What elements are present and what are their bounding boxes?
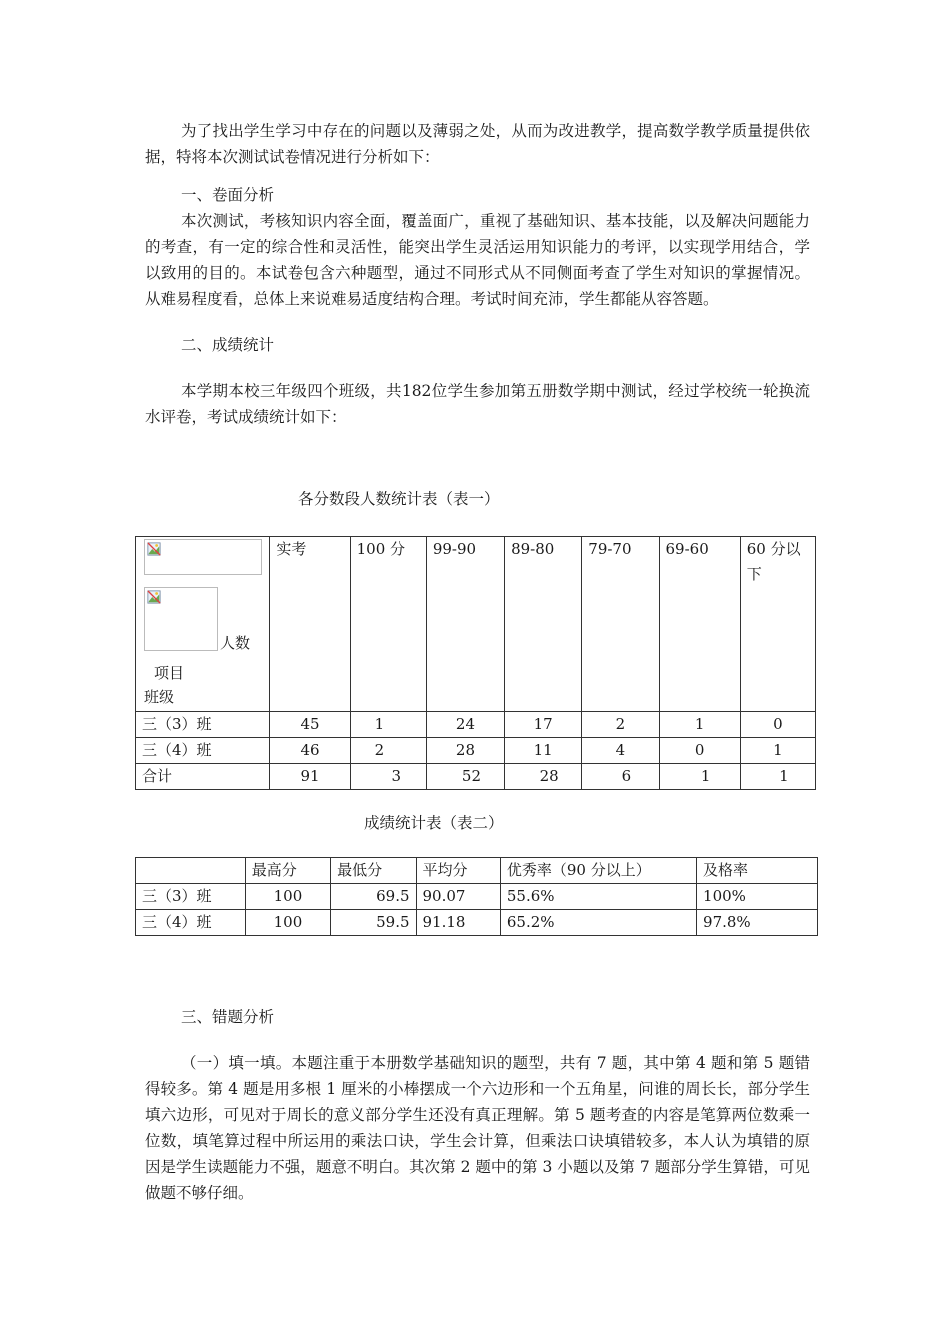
- table-row: [136, 738, 816, 764]
- cell: 11: [505, 738, 582, 764]
- cell: 24: [426, 712, 504, 738]
- cell: 91: [270, 764, 350, 790]
- cell: 4: [582, 738, 659, 764]
- document-body: [145, 118, 810, 430]
- corner-item-label: 项目: [154, 664, 185, 682]
- table2-caption: 成绩统计表（表二）: [364, 814, 504, 832]
- cell: 0: [659, 738, 740, 764]
- cell: 28: [505, 764, 582, 790]
- cell: 45: [270, 712, 350, 738]
- table1-header: 79-70: [582, 537, 659, 712]
- broken-image-2: [144, 587, 218, 651]
- corner-class-label: 班级: [144, 688, 175, 706]
- cell: 1: [350, 712, 426, 738]
- cell: 69.5: [331, 884, 416, 910]
- table1-header: 89-80: [505, 537, 582, 712]
- cell: 1: [659, 712, 740, 738]
- section2-body: 本学期本校三年级四个班级，共182位学生参加第五册数学期中测试，经过学校统一轮换流水评卷，考试成绩统计如下：: [145, 382, 810, 426]
- section3-title: 三、错题分析: [181, 1008, 275, 1026]
- cell: 2: [582, 712, 659, 738]
- table2-header: 优秀率（90 分以上）: [500, 858, 696, 884]
- cell: 28: [426, 738, 504, 764]
- table-row: [136, 910, 818, 936]
- score-statistics-table: [135, 857, 818, 936]
- table-row: [136, 764, 816, 790]
- cell: 3: [350, 764, 426, 790]
- row-label: 合计: [136, 764, 270, 790]
- row-label: 三（3）班: [136, 884, 246, 910]
- table1-header: 实考: [270, 537, 350, 712]
- cell: 1: [659, 764, 740, 790]
- section3-body: （一）填一填。本题注重于本册数学基础知识的题型，共有 7 题，其中第 4 题和第 5 题错得较多。第 4 题是用多根 1 厘米的小棒摆成一个六边形和一个五角星，问谁的周长长，部分学生填六边形，可见对于周长的意义部分学生还没有真正理解。第 5 题考查的内容是笔算两位数乘一位数，填笔算过程中所运用的乘法口诀，学生会计算，但乘法口诀填错较多，本人认为填错的原因是学生读题能力不强，题意不明白。其次第 2 题中的第 3 小题以及第 7 题部分学生算错，可见做题不够仔细。: [145, 1054, 810, 1202]
- cell: 52: [426, 764, 504, 790]
- table2-corner: [136, 858, 246, 884]
- table1-caption: 各分数段人数统计表（表一）: [298, 490, 500, 508]
- row-label: 三（4）班: [136, 738, 270, 764]
- section1-body: 本次测试，考核知识内容全面，覆盖面广，重视了基础知识、基本技能，以及解决问题能力的考查，有一定的综合性和灵活性，能突出学生灵活运用知识能力的考评，以实现学用结合，学以致用的目的。本试卷包含六种题型，通过不同形式从不同侧面考查了学生对知识的掌握情况。从难易程度看，总体上来说难易适度结构合理。考试时间充沛，学生都能从容答题。: [145, 212, 810, 308]
- table-row: [136, 712, 816, 738]
- row-label: 三（3）班: [136, 712, 270, 738]
- cell: 1: [740, 738, 815, 764]
- score-distribution-table: [135, 536, 816, 790]
- cell: 91.18: [416, 910, 500, 936]
- cell: 100: [245, 884, 330, 910]
- cell: 97.8%: [697, 910, 818, 936]
- table2-header: 最低分: [331, 858, 416, 884]
- cell: 1: [740, 764, 815, 790]
- cell: 0: [740, 712, 815, 738]
- section1-title: 一、卷面分析: [181, 186, 275, 204]
- table1-corner-cell: [136, 537, 270, 712]
- cell: 17: [505, 712, 582, 738]
- cell: 65.2%: [500, 910, 696, 936]
- cell: 100%: [697, 884, 818, 910]
- table2-header: 平均分: [416, 858, 500, 884]
- table2-header: 及格率: [697, 858, 818, 884]
- intro-paragraph: 为了找出学生学习中存在的问题以及薄弱之处，从而为改进教学，提高数学教学质量提供依据，特将本次测试试卷情况进行分析如下：: [145, 122, 810, 166]
- section3: [145, 1004, 810, 1206]
- broken-image-1: [144, 539, 262, 575]
- broken-image-icon: [147, 590, 161, 604]
- table1-header: 60 分以下: [740, 537, 815, 712]
- section2-title: 二、成绩统计: [181, 336, 275, 354]
- table-header-row: [136, 858, 818, 884]
- table-row: [136, 884, 818, 910]
- cell: 2: [350, 738, 426, 764]
- table1-header: 69-60: [659, 537, 740, 712]
- cell: 6: [582, 764, 659, 790]
- broken-image-icon: [147, 542, 161, 556]
- table1-header: 99-90: [426, 537, 504, 712]
- table1-header: 100 分: [350, 537, 426, 712]
- cell: 55.6%: [500, 884, 696, 910]
- cell: 59.5: [331, 910, 416, 936]
- cell: 46: [270, 738, 350, 764]
- corner-people-label: 人数: [220, 634, 251, 652]
- cell: 90.07: [416, 884, 500, 910]
- cell: 100: [245, 910, 330, 936]
- table2-header: 最高分: [245, 858, 330, 884]
- row-label: 三（4）班: [136, 910, 246, 936]
